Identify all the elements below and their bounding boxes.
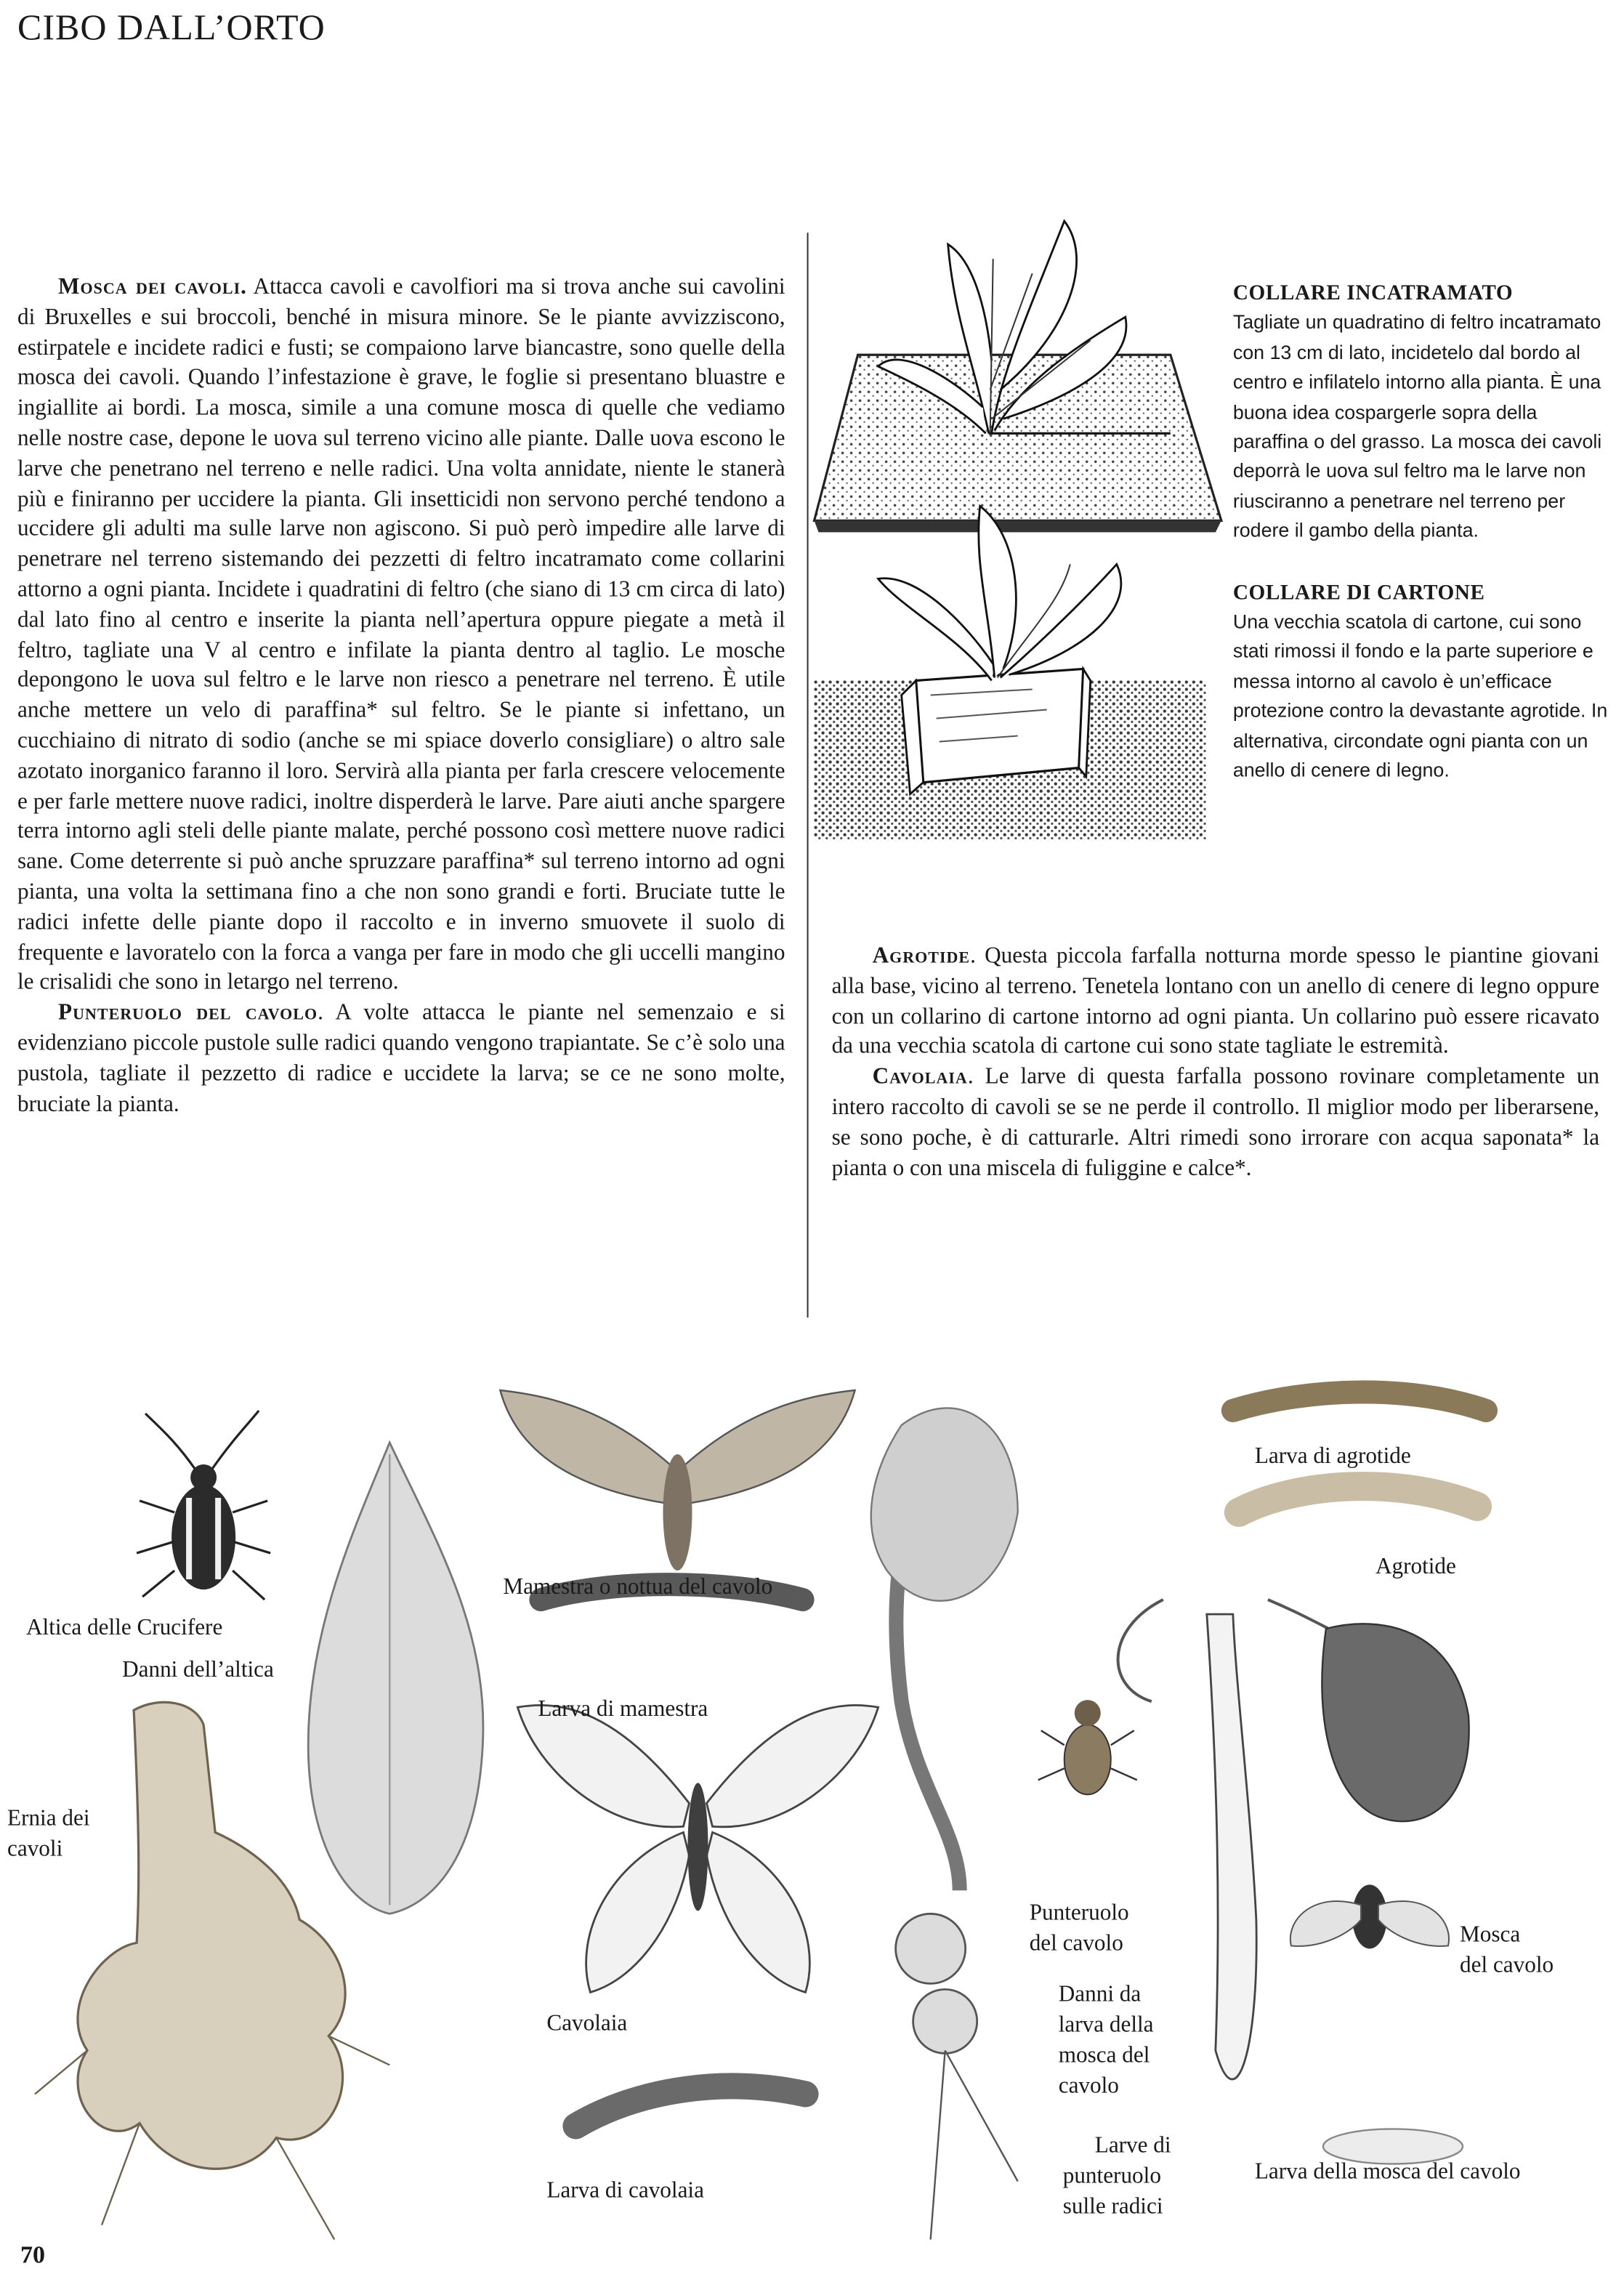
cabbage-weevil-illustration [1038,1700,1137,1794]
label-punteruolo-line1: Punteruolo [1029,1900,1129,1926]
collar-illustrations [815,215,1221,898]
paragraph-punteruolo [17,999,785,1120]
label-larve-punteruolo-line3: sulle radici [1062,2194,1163,2219]
sidebox-captions [1233,279,1614,786]
right-column [832,943,1600,1185]
label-danni-line1: Danni da [1058,1982,1142,2007]
flea-beetle-illustration [137,1411,270,1600]
column-divider [807,233,809,1318]
label-ernia-line2: cavoli [7,1836,63,1862]
paragraph-mosca [17,273,785,999]
cardboard-collar-illustration [815,506,1207,840]
cabbage-white-larva-illustration [575,2086,805,2126]
cutworm-larva-illustration-2 [1239,1486,1477,1512]
label-larve-punteruolo-line2: punteruolo [1062,2164,1161,2189]
label-danni-line2: larva della [1058,2012,1154,2038]
cabbage-fly-illustration [1290,1884,1449,1948]
pest-illustrations [0,1367,1624,2269]
text-collare-incatramato: Tagliate un quadratino di feltro incatramato con 13 cm di lato, incidetelo dal bordo al centro e infilatelo intorno alla pianta. È una buona idea cospargerle sopra della paraffina o del grasso. La mosca dei cavoli deporrà le uova sul feltro ma le larve non riusciranno a penetrare nel terreno per rodere il gambo della pianta. [1232,312,1602,541]
mamestra-moth-illustration [500,1390,855,1571]
label-agrotide: Agrotide [1375,1555,1456,1580]
paragraph-agrotide [832,943,1600,1063]
page-number: 70 [20,2241,46,2269]
cutworm-larva-illustration-1 [1233,1392,1486,1411]
title-collare-cartone: COLLARE DI CARTONE [1232,581,1485,605]
heading-cavolaia: Cavolaia [872,1065,968,1090]
page-header-title: CIBO DALL’ORTO [17,9,326,49]
heading-mosca: Mosca dei cavoli. [58,275,247,300]
label-danni-altica: Danni dell’altica [122,1658,274,1683]
text-cavolaia: . Le larve di questa farfalla possono rovinare completamente un intero raccolto di cavoli se se ne perde il controllo. Il miglior modo per liberarsene, se sono poche, è di catturarle. Altri rimedi sono irrorare con acqua saponata* la pianta o con una miscela di fuliggine e calce*. [831,1065,1600,1180]
label-mosca-line1: Mosca [1460,1922,1521,1948]
label-punteruolo-line2: del cavolo [1029,1931,1123,1956]
label-larva-cavolaia: Larva di cavolaia [546,2178,704,2204]
label-mosca-line2: del cavolo [1460,1953,1554,1978]
label-larva-mamestra: Larva di mamestra [538,1697,708,1722]
label-cavolaia: Cavolaia [546,2011,628,2036]
title-collare-incatramato: COLLARE INCATRAMATO [1232,282,1514,306]
label-altica: Altica delle Crucifere [26,1616,223,1641]
label-larva-mosca: Larva della mosca del cavolo [1254,2159,1521,2185]
label-larve-punteruolo-line1: Larve di [1094,2133,1171,2158]
text-collare-cartone: Una vecchia scatola di cartone, cui sono stati rimossi il fondo e la parte superiore e messa intorno al cavolo è un’efficace protezione contro la devastante agrotide. In alternativa, circondate ogni pianta con un anello di cenere di legno. [1232,610,1608,781]
cabbage-white-butterfly-illustration [517,1705,878,1992]
label-danni-line3: mosca del [1058,2043,1150,2068]
text-agrotide: . Questa piccola farfalla notturna morde spesso le piantine giovani alla base, vicino al terreno. Tenetela lontano con un anello di cenere di legno oppure con un collarino di cartone intorno ad ogni pianta. Un collarino può essere ricavato da una vecchia scatola di cartone cui sono state tagliate le estremità. [831,943,1600,1060]
text-mosca: Attacca cavoli e cavolfiori ma si trova anche sui cavolini di Bruxelles e sui broccoli, benché in misura minore. Se le piante avvizziscono, estirpatele e incidete radici e fusti; se compaiono larve biancastre, sono quelle della mosca dei cavoli. Quando l’infestazione è grave, le foglie si presentano bluastre e ingiallite ai bordi. La mosca, simile a una comune mosca di quelle che vediamo nelle nostre case, depone le uova sul terreno vicino alle piante. Dalle uova escono le larve che penetrano nel terreno e nelle radici. Una volta annidate, niente le stanerà più e finiranno per uccidere la pianta. Gli insetticidi non servono perché tendono a uccidere gli adulti ma sulle larve non agiscono. Si può però impedire alle larve di penetrare nel terreno sistemando dei pezzetti di feltro incatramato come collarini attorno a ogni pianta. Incidete i quadratini di feltro (che siano di 13 cm circa di lato) dal lato fino al centro e inserite la pianta nell’apertura oppure piegate a metà il feltro, tagliate una V al centro e infilate la pianta dentro al taglio. Le mosche depongono le uova sul feltro e le larve non riesco a penetrare nel terreno. È utile anche mettere un velo di paraffina* sul feltro. Se le piante si infettano, un cucchiaino di nitrato di sodio (anche se mi spiace doverlo consigliare) o altro sale azotato inorganico faranno il loro. Servirà alla pianta per farla crescere velocemente e per farle mettere nuove radici, inoltre disperderà le larve. Pare aiuti anche spargere terra intorno agli steli delle piante malate, perché possono così mettere nuove radici sane. Come deterrente si può anche spruzzare paraffina* sul terreno intorno ad ogni pianta, una volta la settimana fino a che non sono grandi e forti. Bruciate tutte le radici infette delle piante dopo il raccolto e in inverno smuovete il suolo di frequente e lavoratelo con la forca a vanga per fare in modo che gli uccelli mangino le crisalidi che sono in letargo nel terreno. [17,275,785,996]
label-larva-agrotide: Larva di agrotide [1254,1443,1411,1469]
wilted-leaf-illustration [1322,1624,1469,1821]
heading-punteruolo: Punteruolo del cavolo [58,1000,318,1025]
left-column [17,273,785,1120]
tarred-felt-collar-illustration [815,221,1221,532]
label-danni-line4: cavolo [1058,2073,1119,2099]
root-damage-illustration [871,1408,1018,2239]
heading-agrotide: Agrotide [872,943,971,969]
text-punteruolo: . A volte attacca le piante nel semenzaio e si evidenziano piccole pustole sulle radici quando vengono trapiantate. Se c’è solo una pustola, tagliate il pezzetto di radice e uccidete la larva; se ce ne sono molte, bruciate la pianta. [17,1000,785,1116]
label-mamestra: Mamestra o nottua del cavolo [503,1575,773,1600]
stem-larva-damage-illustration [1207,1614,1256,2079]
label-ernia-line1: Ernia dei [7,1806,90,1831]
paragraph-cavolaia [832,1063,1600,1184]
altica-leaf-damage-illustration [308,1443,483,1914]
